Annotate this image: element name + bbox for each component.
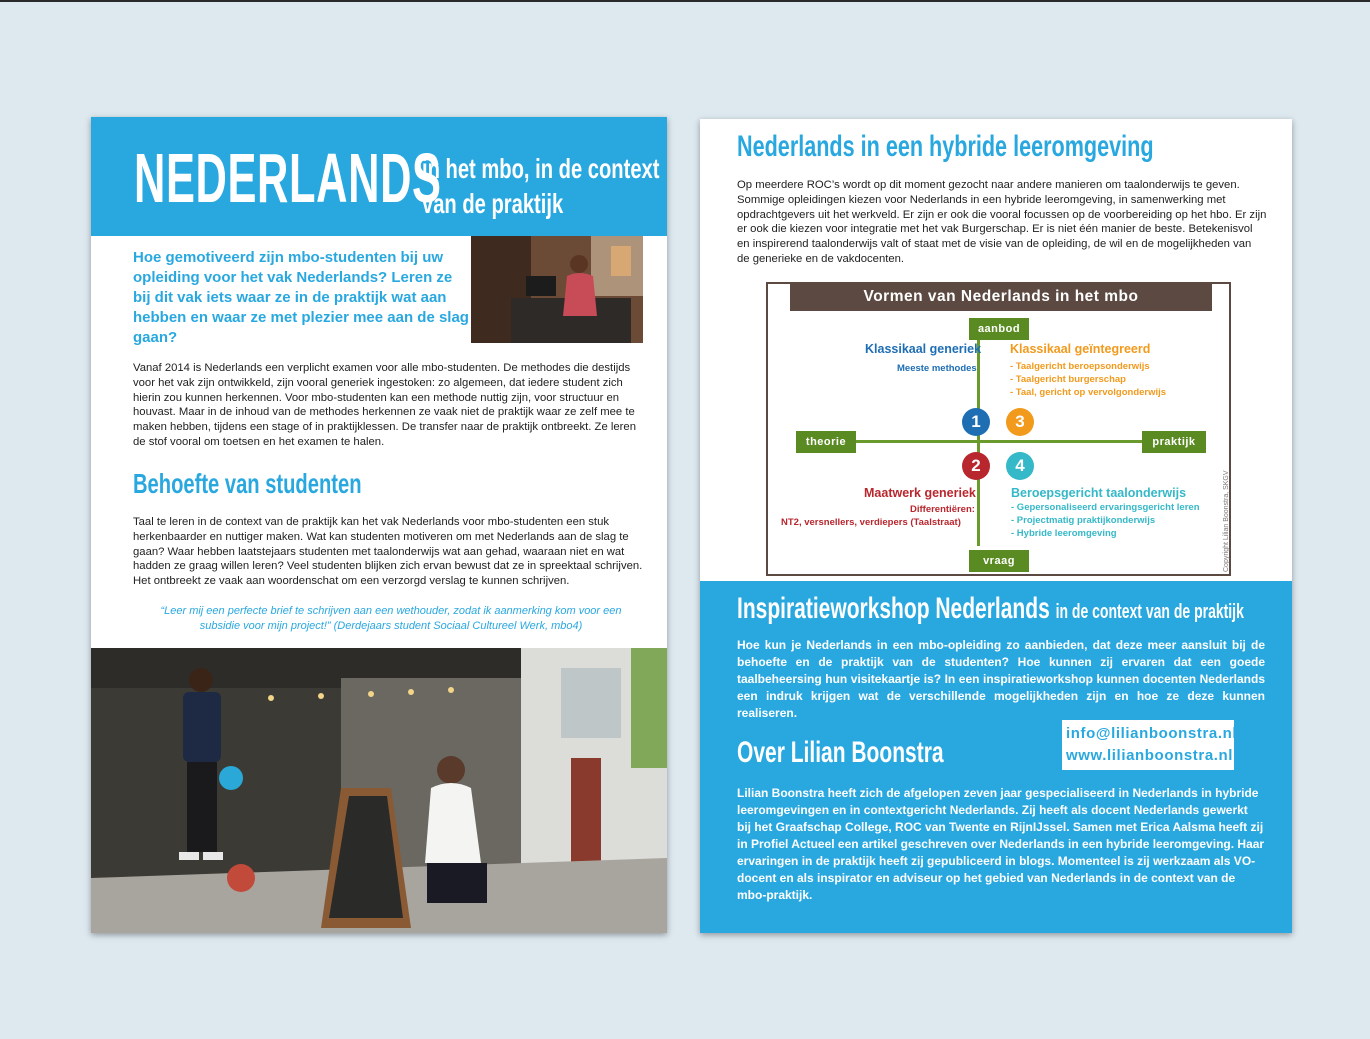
section-heading-behoefte: Behoefte van studenten [133, 468, 362, 499]
quadrant-3-item: - Taal, gericht op vervolgonderwijs [1010, 387, 1167, 398]
quadrant-number-2: 2 [962, 452, 990, 480]
quadrant-1-title: Klassikaal generiek [865, 342, 982, 356]
flyer-page-right [700, 119, 1292, 933]
photo-street-cafe [91, 648, 667, 933]
contact-website-link[interactable]: www.lilianboonstra.nl [1066, 747, 1234, 764]
quadrant-4-title: Beroepsgericht taalonderwijs [1011, 486, 1187, 500]
quadrant-number-3: 3 [1006, 408, 1034, 436]
cashier-illustration [471, 236, 643, 343]
quadrant-1-subtitle: Meeste methodes [897, 363, 977, 374]
copyright-note: Copyright Lilian Boonstra, SKGV [1223, 470, 1230, 572]
quadrant-4-item: - Hybride leeromgeving [1011, 528, 1117, 539]
contact-email-link[interactable]: info@lilianboonstra.nl [1066, 725, 1238, 742]
workshop-section [700, 581, 1292, 933]
workshop-title [737, 592, 1244, 629]
top-border-line [0, 0, 1370, 2]
diagram-title: Vormen van Nederlands in het mbo [790, 282, 1212, 311]
workshop-title-main: Inspiratieworkshop Nederlands [737, 592, 1050, 625]
flyer-page-left [91, 117, 667, 933]
header-band [91, 117, 667, 236]
page-subtitle [422, 151, 659, 221]
street-cafe-illustration [91, 648, 667, 933]
page-subtitle-line1: in het mbo, in de context [422, 153, 660, 184]
workshop-paragraph: Hoe kun je Nederlands in een mbo-opleiding zo aanbieden, dat deze meer aansluit bij de behoefte en de praktijk van de studenten? Hoe kunnen zij ervaren dat een goede taalbeheersing hun visitekaartje is? In een inspiratieworkshop kunnen docenten Nederlands een indruk krijgen wat de verschillende mogelijkheden zijn en hoe ze deze kunnen realiseren. [737, 638, 1265, 720]
hybride-paragraph: Op meerdere ROC’s wordt op dit moment gezocht naar andere manieren om taalonderwijs te geven. Sommige opleidingen kiezen voor Nederlands in een hybride leeromgeving, in samenwerking met opdrachtgevers uit het werkveld. Er zijn er ook die vooral focussen op de voorbereiding op het hbo. Er zijn er ook die kiezen voor integratie met het vak Burgerschap. Er is niet één manier de beste. Betekenisvol en inspirerend taalonderwijs valt of staat met de visie van de opleiding, de wil en de mogelijkheden van de generieke en de vakdocenten. [737, 179, 1267, 265]
axis-label-praktijk: praktijk [1142, 431, 1206, 453]
contact-box [1062, 720, 1238, 770]
axis-label-vraag: vraag [969, 550, 1029, 572]
quadrant-number-1: 1 [962, 408, 990, 436]
behoefte-paragraph: Taal te leren in de context van de praktijk kan het vak Nederlands voor mbo-studenten een stuk herkenbaarder en nuttiger maken. Wat kan studenten motiveren om met Nederlands aan de slag te gaan? Waar hebben laatstejaars studenten met taalonderwijs wat aan gehad, waaraan niet en wat hadden ze graag willen leren? Veel studenten blijken zich ervan bewust dat ze in spreektaal schrijven. Het ontbreekt ze vaak aan woordenschat om een verzorgd verslag te kunnen schrijven. [133, 516, 643, 588]
intro-question: Hoe gemotiveerd zijn mbo-studenten bij uw opleiding voor het vak Nederlands? Leren ze bij dit vak iets waar ze in de praktijk wat aan hebben en waar ze met plezier mee aan de slag gaan? [133, 249, 469, 346]
page-subtitle-line2: van de praktijk [422, 188, 564, 219]
horizontal-axis [828, 440, 1164, 443]
intro-paragraph: Vanaf 2014 is Nederlands een verplicht examen voor alle mbo-studenten. De methodes die destijds voor het vak zijn ontwikkeld, zijn vooral generiek ingestoken: zo algemeen, dat iedere student zich hierin zou kunnen herkennen. Voor mbo-studenten kan een methode nuttig zijn, voor structuur en houvast. Maar in de inhoud van de methodes herkennen ze vaak niet de praktijk waar ze zelf mee te maken hebben, tijdens een stage of in praktijklessen. De transfer naar de praktijk ontbreekt. Ze leren de stof vooral om toetsen en het examen te halen. [133, 362, 636, 448]
quadrant-3-title: Klassikaal geïntegreerd [1010, 342, 1151, 356]
quadrant-3-item: - Taalgericht burgerschap [1010, 374, 1126, 385]
workshop-title-small: in de context van de praktijk [1055, 601, 1244, 623]
photo-cashier [471, 236, 643, 343]
quadrant-2-detail: NT2, versnellers, verdiepers (Taalstraat) [781, 517, 961, 528]
axis-label-theorie: theorie [796, 431, 856, 453]
quadrant-number-4: 4 [1006, 452, 1034, 480]
quadrant-4-item: - Gepersonaliseerd ervaringsgericht leren [1011, 502, 1200, 513]
section-heading-hybride: Nederlands in een hybride leeromgeving [737, 130, 1154, 163]
quadrant-diagram [766, 282, 1231, 576]
quadrant-3-list [1010, 360, 1166, 399]
page-title: NEDERLANDS [134, 139, 442, 217]
student-quote: “Leer mij een perfecte brief te schrijven aan een wethouder, zodat ik aanmerking kom voor een subsidie voor mijn project!” (Derdejaars student Sociaal Cultureel Werk, mbo4) [160, 605, 622, 632]
quadrant-3-item: - Taalgericht beroepsonderwijs [1010, 361, 1150, 372]
about-title: Over Lilian Boonstra [737, 736, 944, 769]
about-paragraph: Lilian Boonstra heeft zich de afgelopen zeven jaar gespecialiseerd in Nederlands in hybride leeromgevingen en in contextgericht Nederlands. Zij heeft als docent Nederlands gewerkt bij het Graafschap College, ROC van Twente en RijnIJssel. Samen met Erica Aalsma heeft zij in Profiel Actueel een artikel geschreven over Nederlands in een hybride leeromgeving. Haar ervaringen in de praktijk heeft zij gepubliceerd in blogs. Momenteel is zij werkzaam als VO-docent en als inspirator en adviseur op het gebied van Nederlands in de context van de mbo-praktijk. [737, 786, 1265, 902]
quadrant-4-item: - Projectmatig praktijkonderwijs [1011, 515, 1156, 526]
quadrant-4-list [1011, 501, 1200, 540]
quadrant-2-subtitle: Differentiëren: [910, 504, 975, 515]
axis-label-aanbod: aanbod [969, 318, 1029, 340]
quadrant-2-title: Maatwerk generiek [864, 486, 976, 500]
